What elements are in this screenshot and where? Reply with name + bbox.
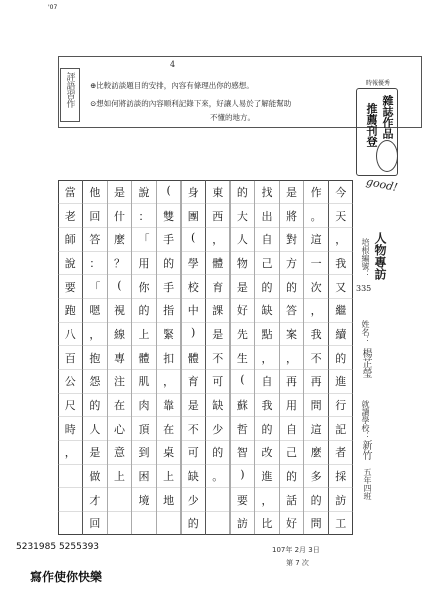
grid-char: 再 (310, 375, 322, 389)
grid-char: 麼 (113, 233, 125, 247)
grid-char: 用 (286, 399, 298, 412)
grid-char: 少 (212, 422, 224, 436)
grid-char: 意 (113, 446, 125, 460)
grid-char: ， (335, 233, 347, 247)
grid-char: 學 (187, 257, 199, 270)
grid-char: 回 (89, 209, 101, 223)
grid-char: 續 (335, 328, 347, 341)
grid-char: 問 (310, 517, 322, 531)
grid-char: 嗯 (89, 304, 101, 318)
grid-char: 作 (310, 186, 322, 199)
grid-char: 線 (113, 328, 125, 341)
grid-char: 做 (89, 470, 101, 483)
grid-char: 這 (310, 233, 322, 247)
grid-char: ， (261, 493, 273, 507)
grid-char: 缺 (187, 470, 199, 483)
grid-char: 好 (236, 304, 248, 318)
grid-char: 才 (89, 493, 101, 507)
grid-char: 人 (89, 422, 101, 436)
grid-char: 中 (187, 304, 199, 318)
grid-char: 蘇 (236, 399, 248, 412)
grid-char: 的 (138, 304, 150, 318)
grid-char: 是 (187, 399, 199, 412)
grid-char: 說 (138, 186, 150, 199)
grid-char: ) (240, 468, 245, 481)
footer-slogan: 寫作使你快樂 (30, 570, 103, 584)
name-value: 楊芷瑩 (360, 348, 371, 378)
grid-char: ( (240, 373, 245, 387)
comment-line-2: ⊙想如何將訪談的內容順利記錄下來，好讓人易於了解能幫助 (90, 99, 292, 108)
grid-char: 不 (212, 351, 224, 365)
grid-char: 的 (310, 493, 322, 507)
grid-char: 百 (64, 351, 76, 365)
grid-char: 話 (286, 493, 298, 507)
grid-char: 我 (261, 399, 273, 412)
grid-char: 在 (163, 422, 175, 436)
grid-char: 。 (310, 209, 322, 223)
grid-char: 缺 (212, 399, 224, 412)
comment-tag-label: 評語習作 (64, 72, 75, 108)
grid-char: 的 (335, 351, 347, 365)
grid-char: 出 (261, 209, 273, 223)
grid-char: 要 (236, 493, 248, 507)
grid-char: 的 (261, 422, 273, 436)
grid-char: 肌 (138, 375, 150, 389)
grid-char: 八 (64, 328, 76, 341)
grid-char: 自 (286, 422, 298, 436)
grid-char: 訪 (335, 493, 347, 507)
grid-char: ， (64, 446, 76, 460)
grid-char: 者 (335, 446, 347, 460)
grid-char: 西 (212, 209, 224, 223)
comment-line-3: 不懂的地方。 (210, 113, 255, 122)
grid-char: 的 (212, 446, 224, 460)
grid-char: 育 (212, 280, 224, 294)
comment-line-1: ⊕比較訪談題目的安排，內容有條理出你的感想。 (90, 81, 254, 90)
grid-char: ， (89, 328, 101, 341)
grid-char: 智 (236, 446, 248, 460)
page-line: 第 7 次 (286, 559, 309, 567)
grid-char: 說 (64, 257, 76, 270)
grid-char: 的 (236, 186, 248, 199)
grid-char: 用 (138, 257, 150, 270)
grid-char: 的 (187, 517, 199, 531)
grid-char: 肉 (138, 399, 150, 412)
grid-char: 自 (261, 375, 273, 389)
grid-char: 育 (187, 375, 199, 389)
grid-char: 體 (187, 351, 199, 365)
grid-char: 桌 (163, 446, 175, 460)
grid-char: ( (117, 278, 122, 292)
grid-char: 尺 (64, 399, 76, 412)
grid-char: 怨 (89, 375, 101, 389)
grid-char: 麼 (310, 446, 322, 460)
stamp-text-2: 推薦刊登 (365, 103, 378, 147)
grid-char: 問 (310, 399, 322, 412)
grid-char: 可 (212, 375, 224, 389)
grid-char: 體 (212, 257, 224, 270)
grid-char: ) (191, 326, 196, 339)
grid-char: 少 (187, 493, 199, 507)
grid-char: 你 (138, 280, 150, 294)
grid-char: 答 (286, 304, 298, 318)
grid-char: 體 (138, 351, 150, 365)
grid-char: 我 (335, 257, 347, 270)
grid-char: 可 (187, 446, 199, 460)
grid-char: 靠 (163, 399, 175, 412)
grid-char: 一 (310, 257, 322, 270)
grid-char: 心 (113, 422, 125, 436)
stamp-text-1: 雜誌作品 (381, 95, 394, 139)
grid-char: 課 (212, 304, 224, 318)
grid-char: 先 (236, 328, 248, 341)
grid-char: 在 (113, 399, 125, 412)
grid-char: 回 (89, 517, 101, 531)
comment-tag (60, 68, 80, 122)
grid-char: 次 (310, 280, 322, 294)
grid-char: 公 (64, 375, 76, 389)
grid-char: 將 (286, 209, 298, 223)
grid-char: 行 (335, 399, 347, 412)
school-label: 就讀學校： (361, 400, 370, 440)
good-note: good! (364, 174, 399, 195)
grid-char: 對 (286, 233, 298, 247)
grid-char: ， (212, 233, 224, 247)
grid-char: 繼 (335, 304, 347, 318)
stamp-header: 時報優秀 (365, 80, 390, 87)
grid-char: 指 (163, 304, 175, 318)
date-line: 107年 2月 3日 (272, 546, 320, 554)
grid-char: 頂 (138, 422, 150, 436)
grid-char: 是 (236, 280, 248, 294)
grid-char: 自 (261, 233, 273, 247)
grid-char: 比 (261, 517, 273, 531)
grid-char: 記 (335, 422, 347, 436)
grid-char: 進 (261, 470, 273, 483)
grid-char: 不 (310, 351, 322, 365)
grid-char: 是 (89, 446, 101, 460)
grid-char: 哲 (236, 422, 248, 436)
grid-char: 東 (212, 186, 224, 199)
grid-char: 境 (138, 493, 150, 507)
grid-char: 己 (286, 446, 298, 460)
grid-characters (58, 180, 353, 535)
grid-char: 的 (89, 399, 101, 412)
grid-char: 好 (286, 517, 298, 531)
grid-char: 又 (335, 280, 347, 294)
grid-char: 訪 (236, 517, 248, 531)
grid-char: ？ (113, 257, 125, 270)
grid-char: 大 (236, 209, 248, 223)
grid-char: 「 (89, 280, 101, 294)
grid-char: 時 (64, 422, 76, 436)
grid-char: 「 (138, 233, 150, 247)
grade-label: 培根編號： (361, 238, 370, 278)
grid-char: 再 (286, 375, 298, 389)
grid-char: ， (310, 304, 322, 318)
class-label: 五年四班 (363, 468, 372, 500)
grid-char: 方 (286, 257, 298, 270)
grid-char: 缺 (261, 304, 273, 318)
grid-char: ， (286, 351, 298, 365)
grid-char: 上 (163, 470, 175, 483)
grid-char: 。 (212, 470, 224, 483)
grid-char: 上 (138, 328, 150, 341)
grid-char: 師 (64, 233, 76, 247)
grid-char: 改 (261, 446, 273, 460)
grid-char: 要 (64, 280, 76, 294)
grid-char: 不 (187, 422, 199, 436)
grid-char: 多 (310, 470, 322, 483)
grid-char: 物 (236, 257, 248, 270)
grid-char: 我 (310, 328, 322, 341)
grid-char: 團 (187, 209, 199, 223)
essay-title: 人物專訪 (373, 232, 387, 280)
grid-char: 的 (286, 470, 298, 483)
grid-char: 進 (335, 375, 347, 389)
grid-char: 雙 (163, 209, 175, 223)
grid-char: 抱 (89, 351, 101, 365)
grid-char: 生 (236, 351, 248, 365)
grid-char: 當 (64, 186, 76, 199)
grid-char: 校 (187, 280, 199, 294)
grid-char: 注 (113, 375, 125, 389)
grid-char: 找 (261, 186, 273, 199)
grid-char: ( (166, 184, 171, 197)
grid-char: 這 (310, 422, 322, 436)
school-value: 新竹 (360, 440, 371, 460)
grid-char: ： (138, 209, 150, 223)
grid-char: 地 (163, 493, 175, 507)
grid-char: 人 (236, 233, 248, 247)
grid-char: 工 (335, 517, 347, 531)
phone-numbers: 5231985 5255393 (16, 542, 100, 552)
grid-char: 今 (335, 186, 347, 199)
grid-char: 答 (89, 233, 101, 247)
name-label: 姓名： (361, 320, 370, 344)
grid-char: 是 (113, 186, 125, 199)
grid-char: 困 (138, 470, 150, 483)
grid-char: 的 (261, 280, 273, 294)
grid-char: 專 (113, 351, 125, 365)
grid-char: 老 (64, 209, 76, 223)
grid-char: ， (163, 375, 175, 389)
grid-char: 是 (212, 328, 224, 341)
grid-char: 什 (113, 209, 125, 223)
corner-mark: '07 (48, 4, 58, 11)
grid-char: 的 (286, 280, 298, 294)
grid-char: 手 (163, 280, 175, 294)
grid-char: 他 (89, 186, 101, 199)
small-handwritten-mark: 4 (170, 60, 176, 69)
grid-char: 採 (335, 470, 347, 483)
grid-char: 上 (113, 470, 125, 483)
grid-char: 到 (138, 446, 150, 460)
grid-char: ： (89, 257, 101, 270)
grid-char: ， (261, 351, 273, 365)
grid-char: 點 (261, 328, 273, 341)
grade-value: 335 (356, 284, 372, 293)
grid-char: 的 (163, 257, 175, 270)
grid-char: 緊 (163, 328, 175, 341)
handwritten-circle-mark (376, 140, 398, 172)
grid-char: 己 (261, 257, 273, 270)
grid-char: 跑 (64, 304, 76, 318)
grid-char: 身 (187, 186, 199, 199)
grid-char: 扣 (163, 351, 175, 365)
grid-char: 手 (163, 233, 175, 247)
grid-char: ( (191, 231, 196, 245)
grid-char: 視 (113, 304, 125, 318)
grid-char: 天 (335, 209, 347, 223)
grid-char: 是 (286, 186, 298, 199)
grid-char: 案 (286, 328, 298, 341)
